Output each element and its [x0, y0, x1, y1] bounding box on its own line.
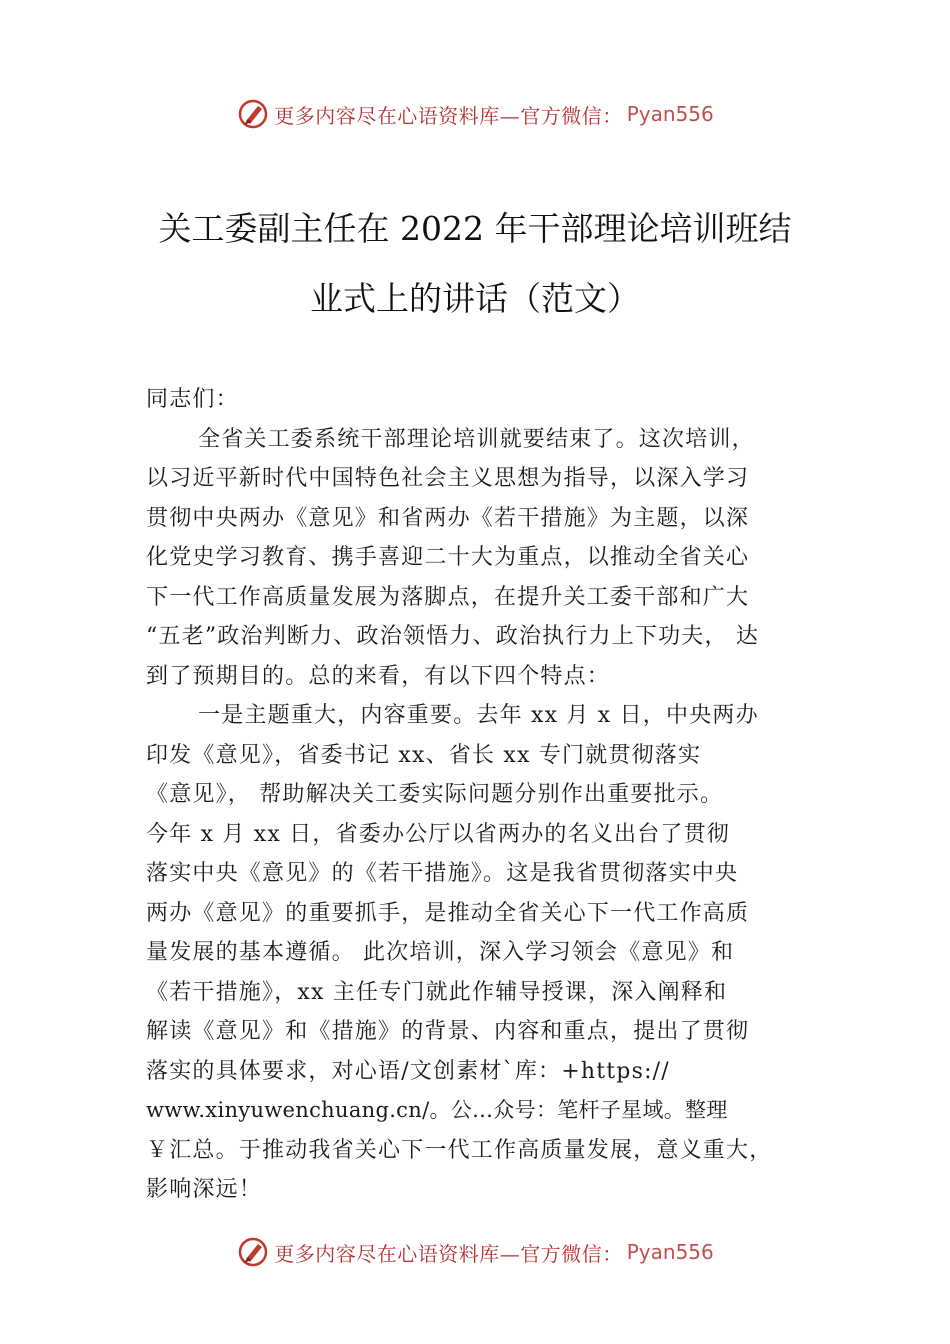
body-line: 印发《意见》，省委书记 xx、省长 xx 专门就贯彻落实	[146, 742, 702, 768]
watermark-banner-bottom	[0, 1232, 950, 1272]
pen-nib-logo-icon	[236, 1235, 270, 1269]
document-title-line-2: 业式上的讲话（范文）	[310, 279, 640, 318]
body-line: 今年 x 月 xx 日，省委办公厅以省两办的名义出台了贯彻	[146, 821, 730, 847]
body-line: 同志们：	[146, 387, 239, 412]
body-line: 化党史学习教育、携手喜迎二十大为重点，以推动全省关心	[146, 545, 750, 570]
document-body	[146, 380, 826, 1210]
document-title-line-1: 关工委副主任在 2022 年干部理论培训班结	[158, 209, 792, 248]
body-line: ￥汇总。于推动我省关心下一代工作高质量发展，意义重大，	[146, 1137, 773, 1163]
watermark-banner-top	[0, 94, 950, 134]
body-line: 《意见》， 帮助解决关工委实际问题分别作出重要批示。	[146, 782, 724, 807]
body-line: 全省关工委系统干部理论培训就要结束了。这次培训，	[198, 426, 755, 452]
pen-nib-logo-icon	[236, 97, 270, 131]
body-line: 落实中央《意见》的《若干措施》。这是我省贯彻落实中央	[146, 861, 739, 886]
body-line: 解读《意见》和《措施》的背景、内容和重点，提出了贯彻	[146, 1019, 750, 1044]
body-line: 一是主题重大，内容重要。去年 xx 月 x 日，中央两办	[198, 703, 759, 728]
watermark-text: 更多内容尽在心语资料库—官方微信：	[274, 103, 623, 128]
body-line: “五老”政治判断力、政治领悟力、政治执行力上下功夫， 达	[146, 624, 760, 649]
wechat-id: Pyan556	[626, 1240, 714, 1264]
watermark-text: 更多内容尽在心语资料库—官方微信：	[274, 1241, 623, 1266]
body-line: 以习近平新时代中国特色社会主义思想为指导，以深入学习	[146, 466, 750, 491]
body-line: 贯彻中央两办《意见》和省两办《若干措施》为主题，以深	[146, 505, 750, 531]
body-line: 下一代工作高质量发展为落脚点，在提升关工委干部和广大	[146, 584, 750, 610]
body-line: 落实的具体要求，对心语/文创素材`库：+https://	[146, 1058, 670, 1084]
body-line: 影响深远！	[146, 1177, 263, 1202]
body-line: 《若干措施》，xx 主任专门就此作辅导授课，深入阐释和	[146, 979, 728, 1005]
body-line: www.xinyuwenchuang.cn/。公…众号：笔杆子星域。整理	[146, 1098, 728, 1122]
body-line: 两办《意见》的重要抓手，是推动全省关心下一代工作高质	[146, 900, 750, 926]
wechat-id: Pyan556	[626, 102, 714, 126]
body-line: 量发展的基本遵循。 此次培训，深入学习领会《意见》和	[146, 940, 735, 965]
body-line: 到了预期目的。总的来看，有以下四个特点：	[146, 663, 611, 689]
